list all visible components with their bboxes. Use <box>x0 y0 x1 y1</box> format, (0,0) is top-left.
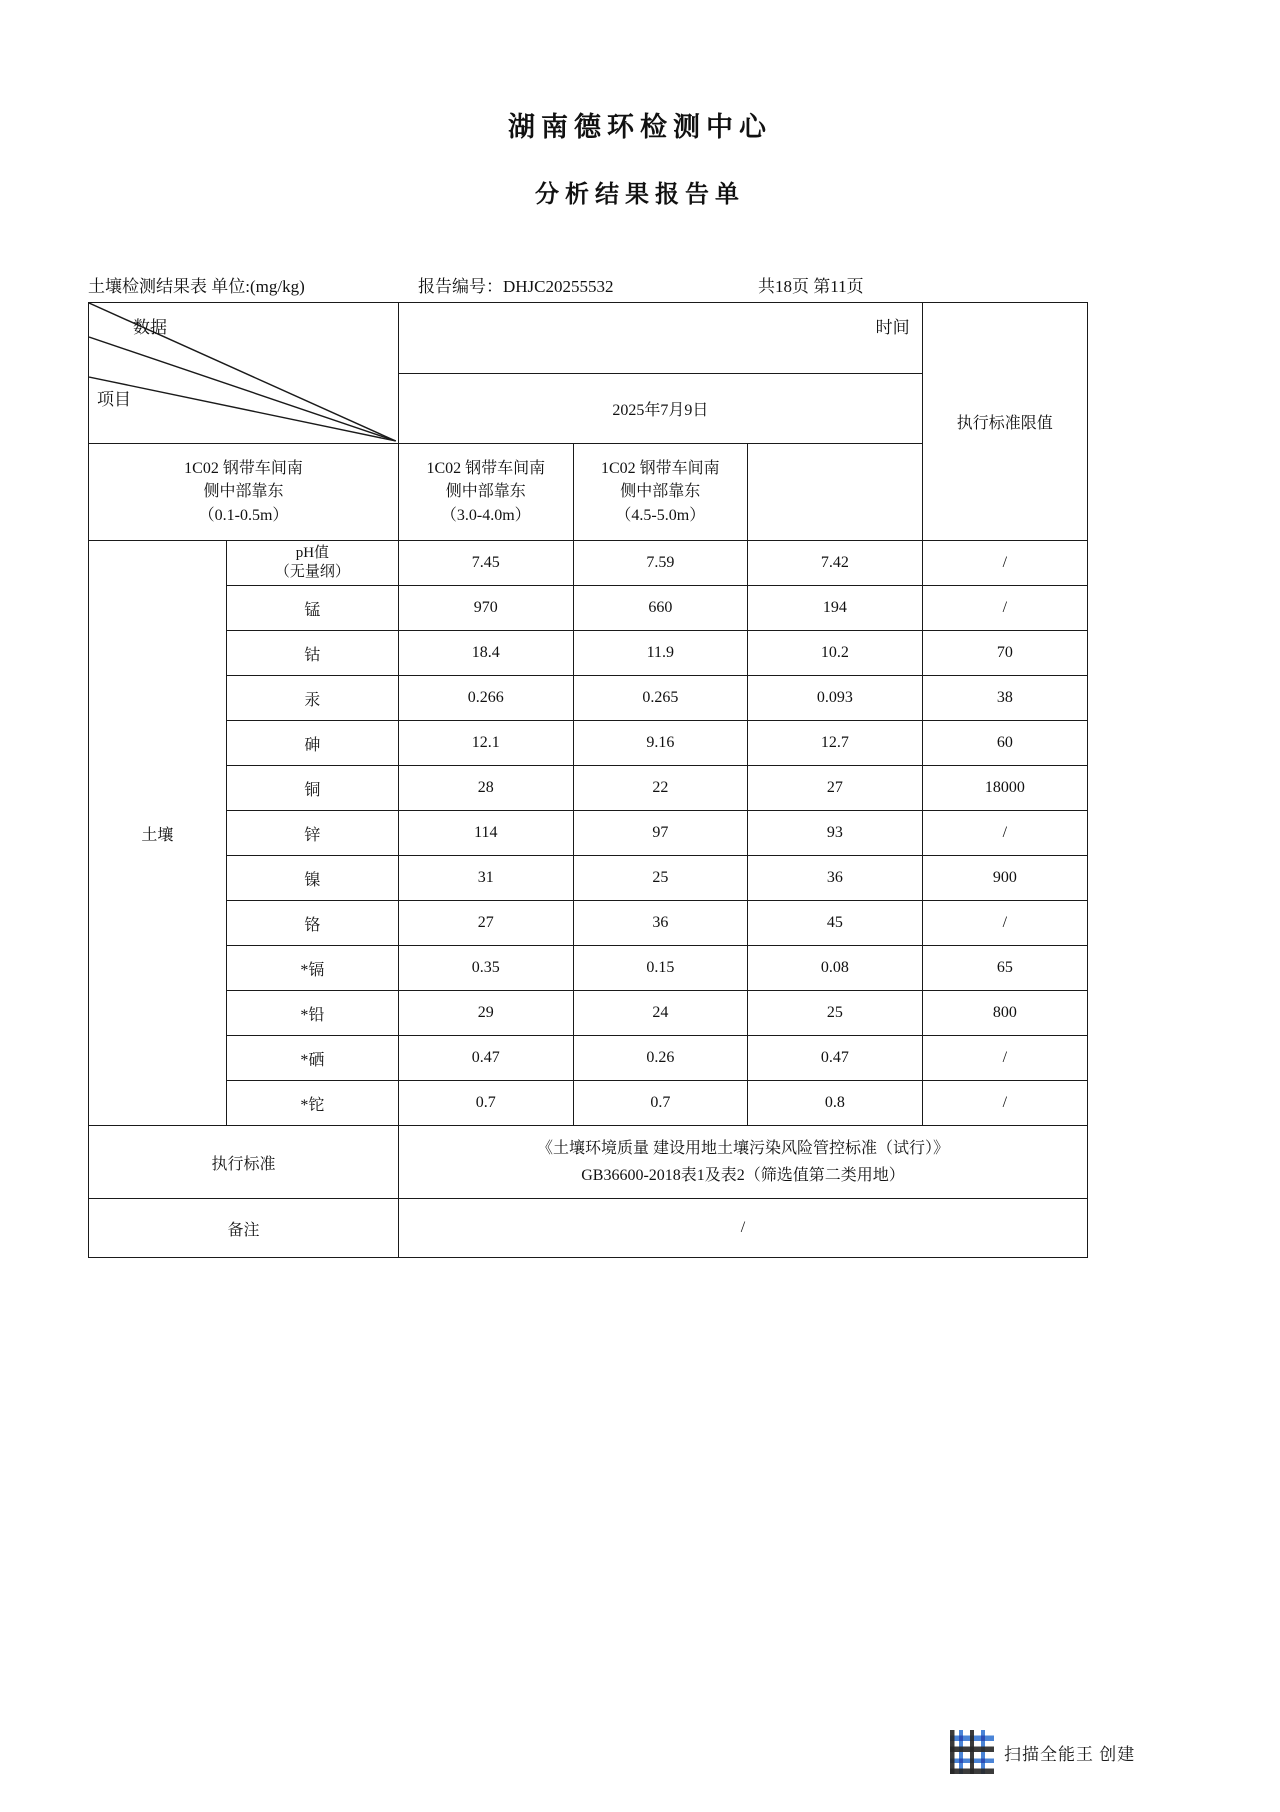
table-cell-value: 97 <box>573 811 748 856</box>
table-cell-value: 0.26 <box>573 1036 748 1081</box>
table-cell-value: 970 <box>399 586 574 631</box>
table-cell-value: 18.4 <box>399 631 574 676</box>
table-cell-limit: 900 <box>922 856 1087 901</box>
table-row-param: *镉 <box>226 946 398 991</box>
meta-row <box>88 272 1188 297</box>
table-caption: 土壤检测结果表 单位:(mg/kg) <box>88 277 305 296</box>
report-number: 报告编号：DHJC20255532 <box>418 277 614 296</box>
remark-value: / <box>399 1199 1088 1258</box>
standard-line-1: 《土壤环境质量 建设用地土壤污染风险管控标准（试行）》 <box>537 1139 950 1157</box>
table-cell-value: 31 <box>399 856 574 901</box>
category-label: 土壤 <box>89 541 227 1126</box>
qr-code-icon <box>950 1730 994 1774</box>
table-cell-value: 25 <box>573 856 748 901</box>
table-row-param: 锌 <box>226 811 398 856</box>
table-row-param: 铜 <box>226 766 398 811</box>
table-cell-value: 7.45 <box>399 541 574 586</box>
table-row-param: 铬 <box>226 901 398 946</box>
table-row-param: *硒 <box>226 1036 398 1081</box>
sample-1-line2: 侧中部靠东 <box>203 483 284 501</box>
table-row-param: *铅 <box>226 991 398 1036</box>
table-cell-value: 10.2 <box>748 631 923 676</box>
table-row-param: *铊 <box>226 1081 398 1126</box>
table-cell-value: 0.08 <box>748 946 923 991</box>
sample-header-1 <box>89 444 399 541</box>
standard-label: 执行标准 <box>89 1126 399 1199</box>
table-corner-header <box>89 303 399 444</box>
table-cell-value: 12.1 <box>399 721 574 766</box>
table-cell-value: 27 <box>399 901 574 946</box>
sample-1-line1: 1C02 钢带车间南 <box>184 460 303 478</box>
table-cell-limit: / <box>922 811 1087 856</box>
table-cell-limit: 18000 <box>922 766 1087 811</box>
time-label: 时间 <box>875 318 910 337</box>
sample-3-line3: （4.5-5.0m） <box>615 506 706 524</box>
table-cell-value: 36 <box>573 901 748 946</box>
remark-label: 备注 <box>89 1199 399 1258</box>
table-cell-limit: / <box>922 901 1087 946</box>
table-cell-value: 28 <box>399 766 574 811</box>
table-cell-value: 7.59 <box>573 541 748 586</box>
table-cell-value: 0.265 <box>573 676 748 721</box>
table-cell-value: 114 <box>399 811 574 856</box>
table-cell-value: 11.9 <box>573 631 748 676</box>
table-cell-value: 93 <box>748 811 923 856</box>
table-cell-value: 0.47 <box>748 1036 923 1081</box>
corner-data-label: 数据 <box>133 318 167 337</box>
table-row-param: 锰 <box>226 586 398 631</box>
table-row-param <box>226 541 398 586</box>
table-cell-value: 27 <box>748 766 923 811</box>
page-title: 湖南德环检测中心 <box>508 112 772 142</box>
table-cell-value: 24 <box>573 991 748 1036</box>
table-cell-limit: / <box>922 1036 1087 1081</box>
table-cell-value: 0.093 <box>748 676 923 721</box>
table-cell-value: 0.7 <box>399 1081 574 1126</box>
sample-date: 2025年7月9日 <box>399 373 923 444</box>
table-row-param: 砷 <box>226 721 398 766</box>
sample-header-2 <box>399 444 574 541</box>
param-unit: （无量纲） <box>274 564 350 580</box>
sample-3-line1: 1C02 钢带车间南 <box>600 460 720 478</box>
table-cell-limit: 70 <box>922 631 1087 676</box>
page-subtitle: 分析结果报告单 <box>535 182 745 208</box>
table-row-param: 汞 <box>226 676 398 721</box>
table-row-param: 钴 <box>226 631 398 676</box>
footer-watermark <box>950 1730 1135 1774</box>
table-cell-value: 660 <box>573 586 748 631</box>
table-cell-value: 0.47 <box>399 1036 574 1081</box>
table-cell-value: 25 <box>748 991 923 1036</box>
table-cell-value: 0.8 <box>748 1081 923 1126</box>
table-cell-value: 45 <box>748 901 923 946</box>
table-cell-value: 0.35 <box>399 946 574 991</box>
sample-3-line2: 侧中部靠东 <box>620 483 701 501</box>
table-cell-limit: 38 <box>922 676 1087 721</box>
sample-1-line3: （0.1-0.5m） <box>198 506 289 524</box>
standard-limit-header: 执行标准限值 <box>922 303 1087 541</box>
sample-2-line1: 1C02 钢带车间南 <box>426 460 546 478</box>
results-table <box>88 302 1088 1258</box>
table-cell-value: 0.7 <box>573 1081 748 1126</box>
sample-2-line3: （3.0-4.0m） <box>440 506 531 524</box>
watermark-text: 扫描全能王 创建 <box>1004 1744 1136 1764</box>
sample-header-3 <box>573 444 748 541</box>
table-cell-value: 0.266 <box>399 676 574 721</box>
standard-content <box>399 1126 1088 1199</box>
table-cell-value: 29 <box>399 991 574 1036</box>
table-cell-limit: 60 <box>922 721 1087 766</box>
table-cell-value: 7.42 <box>748 541 923 586</box>
param-name: pH值 <box>295 545 330 562</box>
table-cell-limit: / <box>922 1081 1087 1126</box>
table-cell-value: 12.7 <box>748 721 923 766</box>
table-cell-value: 9.16 <box>573 721 748 766</box>
table-cell-value: 36 <box>748 856 923 901</box>
table-cell-limit: / <box>922 541 1087 586</box>
table-cell-value: 194 <box>748 586 923 631</box>
page-number: 共18页 第11页 <box>758 277 864 296</box>
table-cell-limit: 800 <box>922 991 1087 1036</box>
time-header <box>399 303 923 374</box>
corner-item-label: 项目 <box>97 390 131 409</box>
table-cell-limit: / <box>922 586 1087 631</box>
table-cell-value: 22 <box>573 766 748 811</box>
standard-line-2: GB36600-2018表1及表2（筛选值第二类用地） <box>581 1167 905 1184</box>
table-row-param: 镍 <box>226 856 398 901</box>
table-cell-limit: 65 <box>922 946 1087 991</box>
table-cell-value: 0.15 <box>573 946 748 991</box>
sample-2-line2: 侧中部靠东 <box>445 483 526 501</box>
